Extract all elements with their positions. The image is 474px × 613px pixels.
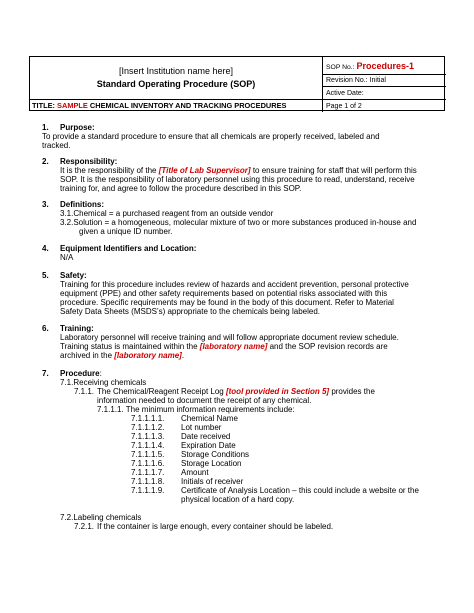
section-heading: Procedure:	[60, 369, 102, 378]
subsection-number: 7.1.1.	[74, 387, 95, 396]
section-heading: Responsibility:	[60, 157, 118, 166]
section-heading: Purpose:	[60, 123, 95, 132]
section-number: 5.	[42, 271, 49, 280]
purpose-text: To provide a standard procedure to ensure that all chemicals are properly received, labeled and	[42, 132, 380, 141]
list-item-number: 7.1.1.1.2.	[131, 423, 165, 432]
equipment-value: N/A	[60, 253, 74, 262]
list-item-number: 7.1.1.1.6.	[131, 459, 165, 468]
header-divider	[322, 74, 446, 75]
list-item: Lot number	[181, 423, 222, 432]
doc-type: Standard Operating Procedure (SOP)	[96, 79, 256, 89]
training-text: Laboratory personnel will receive training and will follow appropriate document review schedule.	[60, 333, 399, 342]
procedure-text: information needed to document the receipt of any chemical.	[97, 396, 312, 405]
header-divider	[30, 99, 322, 100]
list-item: Chemical Name	[181, 414, 238, 423]
section-number: 6.	[42, 324, 49, 333]
section-number: 4.	[42, 244, 49, 253]
section-heading: Definitions:	[60, 200, 104, 209]
header-divider	[322, 86, 446, 87]
safety-text: equipment (PPE) and other safety requirements based on potential risks associated with this	[60, 289, 388, 298]
list-item: Date received	[181, 432, 231, 441]
responsibility-text: training for, and agree to follow the procedure described in this SOP.	[60, 184, 302, 193]
section-heading: Equipment Identifiers and Location:	[60, 244, 197, 253]
header-divider	[322, 57, 323, 112]
list-item-number: 7.1.1.1.9.	[131, 486, 165, 495]
subsection-number: 7.2.1.	[74, 522, 95, 531]
procedure-text: The Chemical/Reagent Receipt Log [tool provided in Section 5] provides the	[97, 387, 375, 396]
subsection-heading: 7.1.Receiving chemicals	[60, 378, 147, 387]
sop-number: SOP No.: Procedures-1	[326, 61, 415, 71]
procedure-text: If the container is large enough, every container should be labeled.	[97, 522, 334, 531]
section-heading: Safety:	[60, 271, 87, 280]
list-item: Storage Location	[181, 459, 242, 468]
header-table	[29, 56, 445, 111]
definition-item: 3.1.Chemical = a purchased reagent from an outside vendor	[60, 209, 274, 218]
list-item: Initials of receiver	[181, 477, 244, 486]
revision-number: Revision No.: Initial	[326, 77, 386, 84]
section-heading: Training:	[60, 324, 94, 333]
section-number: 1.	[42, 123, 49, 132]
safety-text: Safety Data Sheets (MSDS’s) appropriate to the chemicals being labeled.	[60, 307, 320, 316]
responsibility-text: It is the responsibility of the [Title of Lab Supervisor] to ensure training for staff that will perform this	[60, 166, 417, 175]
safety-text: Training for this procedure includes review of hazards and accident prevention, personal protective	[60, 280, 409, 289]
list-item-number: 7.1.1.1.3.	[131, 432, 165, 441]
subsection-heading: 7.2.Labeling chemicals	[60, 513, 142, 522]
header-divider	[322, 99, 446, 100]
active-date: Active Date:	[326, 90, 364, 97]
responsibility-text: SOP. It is the responsibility of laboratory personnel using this procedure to read, understand, receive	[60, 175, 415, 184]
page-number: Page 1 of 2	[326, 103, 362, 110]
procedure-text: 7.1.1.1. The minimum information requirements include:	[97, 405, 295, 414]
institution-name: [Insert Institution name here]	[118, 66, 234, 76]
list-item: Expiration Date	[181, 441, 236, 450]
list-item-number: 7.1.1.1.4.	[131, 441, 165, 450]
training-text: archived in the [laboratory name].	[60, 351, 185, 360]
definition-item: given a unique ID number.	[79, 227, 173, 236]
sop-title: TITLE: SAMPLE CHEMICAL INVENTORY AND TRACKING PROCEDURES	[32, 101, 287, 110]
list-item-number: 7.1.1.1.1.	[131, 414, 165, 423]
section-number: 2.	[42, 157, 49, 166]
purpose-text: tracked.	[42, 141, 71, 150]
training-text: Training status is maintained within the [laboratory name] and the SOP revision records are	[60, 342, 388, 351]
list-item-number: 7.1.1.1.5.	[131, 450, 165, 459]
list-item: Storage Conditions	[181, 450, 250, 459]
section-number: 3.	[42, 200, 49, 209]
list-item-continuation: physical location of a hard copy.	[181, 495, 295, 504]
safety-text: procedure. Specific requirements may be found in the body of this document. Refer to Material	[60, 298, 394, 307]
section-number: 7.	[42, 369, 49, 378]
definition-item: 3.2.Solution = a homogeneous, molecular mixture of two or more substances produced in-house and	[60, 218, 417, 227]
list-item: Certificate of Analysis Location – this could include a website or the	[181, 486, 419, 495]
list-item-number: 7.1.1.1.8.	[131, 477, 165, 486]
list-item: Amount	[181, 468, 209, 477]
list-item-number: 7.1.1.1.7.	[131, 468, 165, 477]
